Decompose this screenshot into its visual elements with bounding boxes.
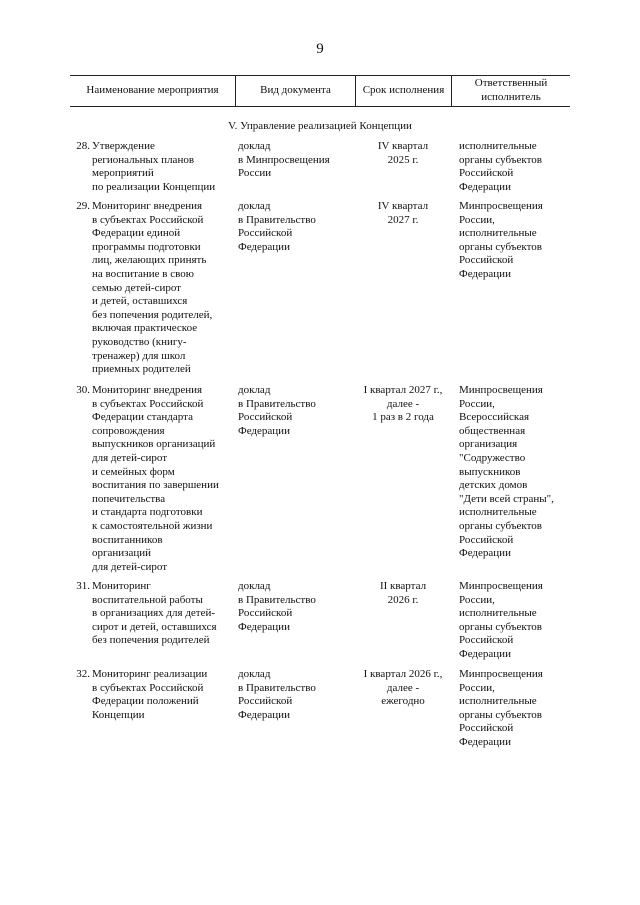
deadline-line: I квартал 2027 г., — [363, 384, 443, 396]
row-number: 31. — [76, 580, 90, 592]
activity-name-line: воспитательной работы — [92, 593, 203, 606]
responsible-executor — [459, 668, 574, 750]
responsible-executor — [459, 384, 574, 561]
responsible-executor-line: Российской — [459, 722, 514, 735]
responsible-executor-line: органы субъектов — [459, 708, 542, 721]
responsible-executor — [459, 140, 574, 194]
activity-name — [92, 140, 235, 194]
page-number: 9 — [316, 41, 324, 57]
row-number: 29. — [76, 200, 90, 212]
responsible-executor-line: исполнительные — [459, 227, 537, 240]
activity-name-line: руководство (книгу- — [92, 335, 187, 348]
document-type — [238, 668, 350, 722]
document-type-line: Российской — [238, 607, 293, 620]
responsible-executor-line: исполнительные — [459, 506, 537, 519]
document-type-line: России — [238, 167, 272, 180]
activity-name-line: и детей, оставшихся — [92, 295, 188, 308]
activity-name-line: тренажер) для школ — [92, 349, 186, 362]
document-type — [238, 384, 350, 438]
activity-name-line: воспитания по завершении — [92, 479, 219, 492]
responsible-executor-line: исполнительные — [459, 140, 537, 152]
activity-name-line: лиц, желающих принять — [92, 254, 207, 267]
deadline-line: IV квартал — [377, 140, 429, 152]
activity-name-line: и семейных форм — [92, 465, 175, 478]
activity-name-line: мероприятий — [92, 167, 154, 180]
deadline — [355, 580, 451, 607]
activity-name — [92, 668, 235, 722]
deadline-line: IV квартал — [377, 200, 429, 212]
deadline-line: 2027 г. — [387, 213, 419, 226]
activity-name-line: Федерации положений — [92, 695, 199, 708]
document-type-line: в Правительство — [238, 397, 316, 410]
responsible-executor-line: Федерации — [459, 735, 511, 748]
activity-name-line: без попечения родителей — [92, 634, 210, 647]
activity-name-line: программы подготовки — [92, 240, 201, 253]
responsible-executor-line: Федерации — [459, 647, 511, 660]
responsible-executor-line: общественная — [459, 424, 526, 437]
responsible-executor-line: Федерации — [459, 180, 511, 193]
responsible-executor-line: Минпросвещения — [459, 668, 543, 680]
row-number: 32. — [76, 668, 90, 680]
activity-name — [92, 200, 235, 377]
responsible-executor-line: исполнительные — [459, 695, 537, 708]
activity-name-line: выпускников организаций — [92, 438, 216, 451]
responsible-executor-line: Федерации — [459, 267, 511, 280]
responsible-executor-line: Минпросвещения — [459, 384, 543, 396]
document-type — [238, 580, 350, 634]
responsible-executor-line: Российской — [459, 167, 514, 180]
deadline — [355, 384, 451, 425]
responsible-executor-line: органы субъектов — [459, 240, 542, 253]
activity-name-line: в субъектах Российской — [92, 681, 204, 694]
deadline-line: I квартал 2026 г., — [363, 668, 443, 680]
deadline-line: 2025 г. — [387, 153, 419, 166]
responsible-executor-line: России, — [459, 681, 495, 694]
document-type-line: доклад — [238, 140, 271, 152]
activity-name-line: Мониторинг внедрения — [92, 384, 203, 396]
responsible-executor-line: органы субъектов — [459, 153, 542, 166]
responsible-executor-line: России, — [459, 397, 495, 410]
responsible-executor-line: Российской — [459, 533, 514, 546]
activity-name-line: Мониторинг внедрения — [92, 200, 203, 212]
responsible-executor-line: "Содружество — [459, 451, 526, 464]
document-type-line: Российской — [238, 411, 293, 424]
deadline-line: ежегодно — [381, 695, 425, 708]
document-type-line: доклад — [238, 200, 271, 212]
document-type — [238, 200, 350, 254]
activity-name-line: в субъектах Российской — [92, 397, 204, 410]
activity-name-line: в субъектах Российской — [92, 213, 204, 226]
responsible-executor-line: Минпросвещения — [459, 200, 543, 212]
responsible-executor — [459, 580, 574, 662]
document-type-line: доклад — [238, 580, 271, 592]
document-type-line: Российской — [238, 227, 293, 240]
activity-name-line: Мониторинг — [92, 580, 151, 592]
responsible-executor — [459, 200, 574, 282]
deadline — [355, 140, 451, 167]
activity-name-line: Федерации единой — [92, 227, 181, 240]
header-deadline: Срок исполнения — [355, 76, 451, 106]
activity-name-line: на воспитание в свою — [92, 267, 194, 280]
activity-name-line: Мониторинг реализации — [92, 668, 208, 680]
header-doc-type: Вид документа — [235, 76, 355, 106]
document-type-line: в Правительство — [238, 213, 316, 226]
document-type-line: доклад — [238, 384, 271, 396]
responsible-executor-line: детских домов — [459, 479, 528, 492]
deadline-line: далее - — [386, 681, 420, 694]
responsible-executor-line: Российской — [459, 634, 514, 647]
deadline-line: 2026 г. — [387, 593, 419, 606]
document-type-line: Федерации — [238, 424, 290, 437]
deadline-line: далее - — [386, 397, 420, 410]
activity-name-line: попечительства — [92, 492, 166, 505]
activity-name-line: организаций — [92, 547, 152, 560]
responsible-executor-line: Федерации — [459, 547, 511, 560]
responsible-executor-line: Российской — [459, 254, 514, 267]
row-number: 30. — [76, 384, 90, 396]
deadline — [355, 200, 451, 227]
document-type-line: доклад — [238, 668, 271, 680]
responsible-executor-line: "Дети всей страны", — [459, 492, 554, 505]
header-responsible-line: исполнитель — [481, 91, 541, 103]
responsible-executor-line: организация — [459, 438, 518, 451]
activity-name-line: в организациях для детей- — [92, 607, 216, 620]
document-type-line: в Минпросвещения — [238, 153, 330, 166]
row-number: 28. — [76, 140, 90, 152]
activity-name — [92, 580, 235, 648]
deadline — [355, 668, 451, 709]
document-type-line: Федерации — [238, 240, 290, 253]
activity-name-line: к самостоятельной жизни — [92, 519, 213, 532]
activity-name-line: для детей-сирот — [92, 560, 168, 573]
responsible-executor-line: России, — [459, 213, 495, 226]
section-title: V. Управление реализацией Концепции — [228, 120, 412, 132]
activity-name-line: Концепции — [92, 708, 145, 721]
activity-name-line: региональных планов — [92, 153, 195, 166]
document-type-line: Федерации — [238, 708, 290, 721]
activity-name-line: Утверждение — [92, 140, 155, 152]
activity-name-line: воспитанников — [92, 533, 163, 546]
activity-name-line: по реализации Концепции — [92, 180, 216, 193]
header-responsible — [451, 76, 570, 106]
activity-name-line: Федерации стандарта — [92, 411, 193, 424]
activity-name-line: сирот и детей, оставшихся — [92, 620, 217, 633]
responsible-executor-line: Минпросвещения — [459, 580, 543, 592]
document-type-line: Российской — [238, 695, 293, 708]
responsible-executor-line: органы субъектов — [459, 620, 542, 633]
document-type-line: в Правительство — [238, 593, 316, 606]
header-responsible-line: Ответственный — [474, 77, 548, 90]
document-type-line: в Правительство — [238, 681, 316, 694]
activity-name — [92, 384, 235, 574]
activity-name-line: приемных родителей — [92, 363, 191, 376]
responsible-executor-line: исполнительные — [459, 607, 537, 620]
deadline-line: II квартал — [379, 580, 427, 592]
responsible-executor-line: России, — [459, 593, 495, 606]
activity-name-line: сопровождения — [92, 424, 165, 437]
document-type-line: Федерации — [238, 620, 290, 633]
activity-name-line: и стандарта подготовки — [92, 506, 203, 519]
responsible-executor-line: органы субъектов — [459, 519, 542, 532]
deadline-line: 1 раз в 2 года — [372, 411, 434, 424]
table-header — [70, 75, 570, 107]
responsible-executor-line: Всероссийская — [459, 411, 530, 424]
activity-name-line: для детей-сирот — [92, 451, 168, 464]
activity-name-line: семью детей-сирот — [92, 281, 181, 294]
document-type — [238, 140, 350, 181]
activity-name-line: включая практическое — [92, 322, 198, 335]
header-name: Наименование мероприятия — [86, 84, 219, 97]
responsible-executor-line: выпускников — [459, 465, 521, 478]
activity-name-line: без попечения родителей, — [92, 308, 213, 321]
